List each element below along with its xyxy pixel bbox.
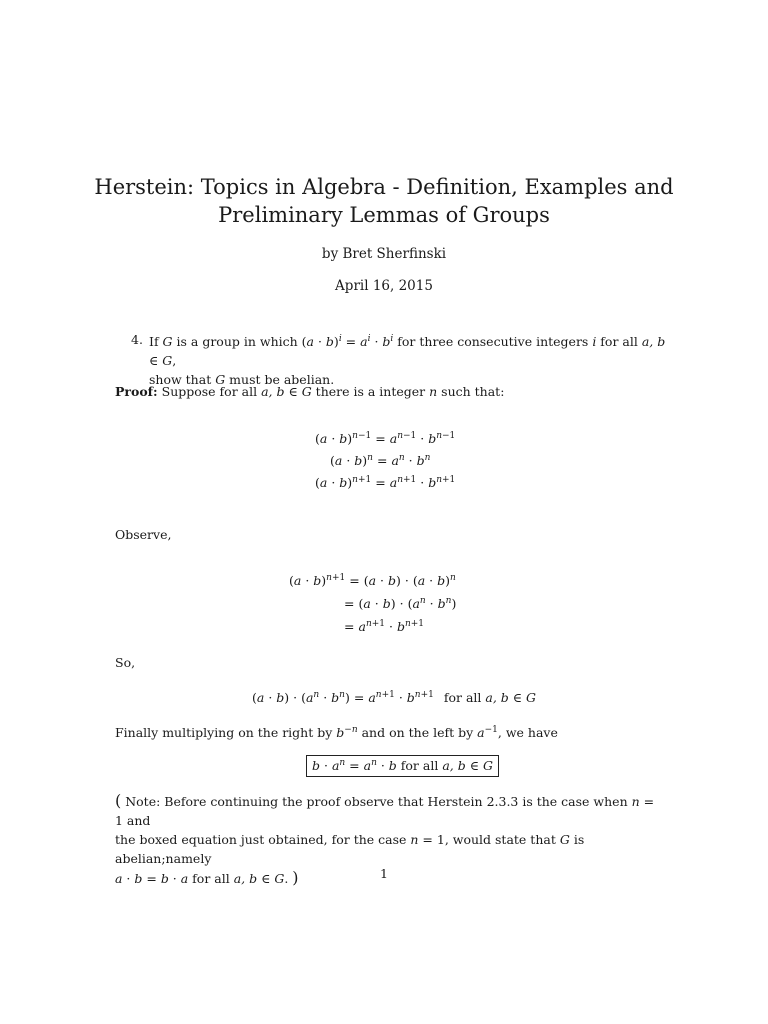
boxed-equation: $b \cdot a^n = a^n \cdot b$ for all a, b ∈ G [306,755,499,777]
observe-text: Observe, [115,527,172,542]
observe-equation-line-1: $(a \cdot b)^{n+1} = (a \cdot b) \cdot (a \cdot b)^n$ [289,573,456,588]
date: April 16, 2015 [335,278,433,294]
proof-label: Proof: [115,384,158,399]
proof-intro: Proof: Suppose for all a, b ∈ G there is a integer n such that: [115,384,505,399]
finally-text: Finally multiplying on the right by $b^{-n}$ and on the left by $a^{-1}$, we have [115,725,558,740]
combined-equation: $(a \cdot b) \cdot (a^n \cdot b^n) = a^{n+1} \cdot b^{n+1}$ for all a, b ∈ G [252,690,537,705]
equation-n-plus-1: $(a \cdot b)^{n+1} = a^{n+1} \cdot b^{n+1}$ [315,475,456,490]
observe-equation-line-2: = $(a \cdot b) \cdot (a^n \cdot b^n)$ [344,596,457,611]
equation-n: $(a \cdot b)^n = a^n \cdot b^n$ [330,453,431,468]
note-paragraph: ( Note: Before continuing the proof observe that Herstein 2.3.3 is the case when n = 1 and the boxed equation just obtained, for the case n = 1, would state that G is abelian;namely a · b = b · a for all a, b ∈ G. ) [115,791,655,887]
page-number: 1 [380,866,388,881]
boxed-for-all-text: for all [400,758,439,773]
equation-n-minus-1: $(a \cdot b)^{n-1} = a^{n-1} \cdot b^{n-1}$ [315,431,456,446]
open-paren: ( [115,791,122,810]
author: by Bret Sherfinski [321,246,447,262]
for-all-text: for all [443,690,482,705]
problem-number: 4. [131,332,143,347]
close-paren: ) [292,868,299,887]
problem-statement: If G is a group in which $(a \cdot b)^i = a^i \cdot b^i$ for three consecutive integers i for all a, b ∈ G, show that G must be abelian. [149,334,666,387]
title-line-2: Preliminary Lemmas of Groups [218,203,550,227]
so-text: So, [115,655,136,670]
title-line-1: Herstein: Topics in Algebra - Definition, Examples and [94,175,674,199]
document-title [60,173,708,229]
observe-equation-line-3: = $a^{n+1} \cdot b^{n+1}$ [344,619,425,634]
